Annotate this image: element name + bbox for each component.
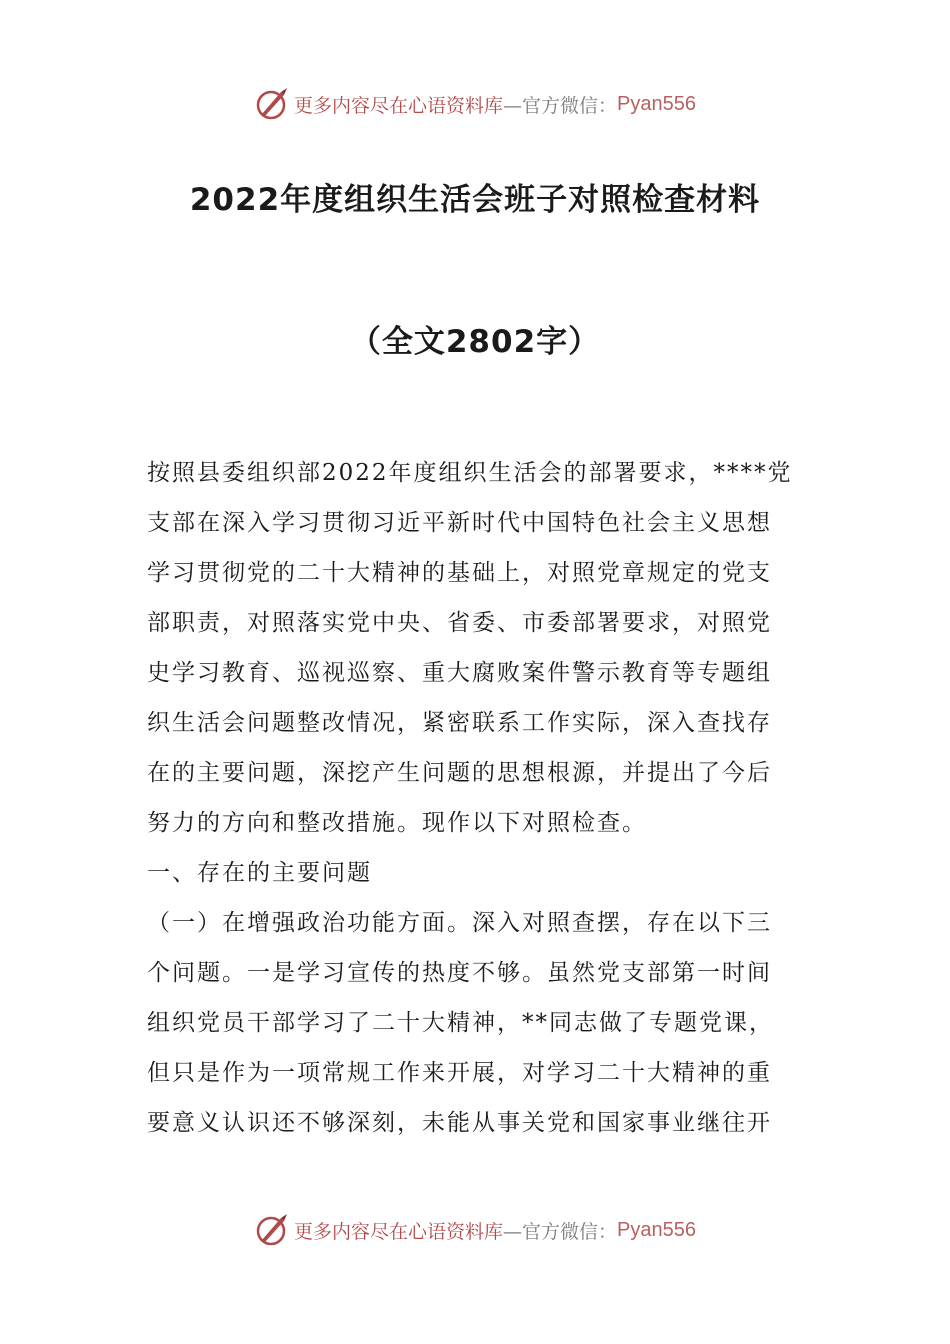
banner-wechat-id: Pyan556	[617, 92, 696, 115]
quill-pen-circle-icon	[254, 1212, 290, 1248]
body-line: 部职责，对照落实党中央、省委、市委部署要求，对照党	[147, 610, 772, 636]
body-line: 按照县委组织部2022年度组织生活会的部署要求，****党	[147, 460, 793, 486]
section-heading: 一、存在的主要问题	[147, 860, 372, 886]
document-title: 2022年度组织生活会班子对照检查材料	[189, 182, 761, 218]
document-body	[147, 448, 803, 1148]
footer-watermark-banner	[0, 1210, 950, 1250]
header-watermark-banner	[0, 84, 950, 124]
body-line: 学习贯彻党的二十大精神的基础上，对照党章规定的党支	[147, 560, 772, 586]
body-line: （一）在增强政治功能方面。深入对照查摆，存在以下三	[147, 910, 772, 936]
body-line: 织生活会问题整改情况，紧密联系工作实际，深入查找存	[147, 710, 772, 736]
banner-brand-text: 更多内容尽在心语资料库	[294, 94, 504, 117]
body-line: 在的主要问题，深挖产生问题的思想根源，并提出了今后	[147, 760, 772, 786]
body-line: 支部在深入学习贯彻习近平新时代中国特色社会主义思想	[147, 510, 772, 536]
banner-wechat-id: Pyan556	[617, 1218, 696, 1241]
body-line: 个问题。一是学习宣传的热度不够。虽然党支部第一时间	[147, 960, 772, 986]
body-line: 但只是作为一项常规工作来开展，对学习二十大精神的重	[147, 1060, 772, 1086]
document-subtitle: （全文2802字）	[349, 324, 601, 360]
body-line: 努力的方向和整改措施。现作以下对照检查。	[147, 810, 647, 836]
body-line: 史学习教育、巡视巡察、重大腐败案件警示教育等专题组	[147, 660, 772, 686]
quill-pen-circle-icon	[254, 86, 290, 122]
banner-contact-label: —官方微信：	[503, 94, 618, 117]
banner-brand-text: 更多内容尽在心语资料库	[294, 1220, 504, 1243]
banner-contact-label: —官方微信：	[503, 1220, 618, 1243]
body-line: 组织党员干部学习了二十大精神，**同志做了专题党课，	[147, 1010, 774, 1036]
body-line: 要意义认识还不够深刻，未能从事关党和国家事业继往开	[147, 1110, 772, 1136]
